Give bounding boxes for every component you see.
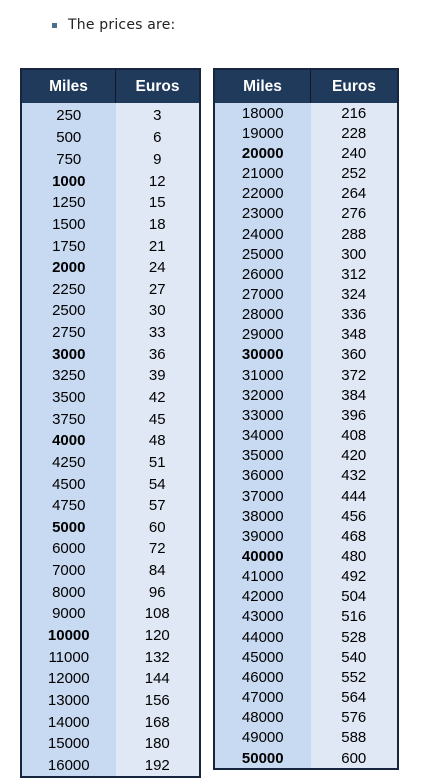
- table-row: [21, 300, 200, 322]
- table-row: [21, 603, 200, 625]
- table-row: [21, 408, 200, 430]
- miles-cell: 25000: [214, 244, 311, 264]
- euros-cell: 312: [311, 264, 399, 284]
- table-row: [214, 345, 398, 365]
- table-row: [21, 733, 200, 755]
- price-table-1: [20, 68, 201, 778]
- miles-cell: 46000: [214, 667, 311, 687]
- table-row: [21, 343, 200, 365]
- table-row: [214, 405, 398, 425]
- miles-cell: 40000: [214, 546, 311, 566]
- table-row: [21, 430, 200, 452]
- miles-cell: 42000: [214, 587, 311, 607]
- euros-cell: 252: [311, 163, 399, 183]
- miles-cell: 19000: [214, 123, 311, 143]
- price-table-2: [213, 68, 399, 770]
- table-row: [214, 607, 398, 627]
- miles-cell: 10000: [21, 625, 116, 647]
- euros-cell: 336: [311, 305, 399, 325]
- miles-cell: 2000: [21, 257, 116, 279]
- miles-cell: 3000: [21, 343, 116, 365]
- euros-cell: 21: [116, 235, 201, 257]
- euros-cell: 516: [311, 607, 399, 627]
- miles-cell: 250: [21, 103, 116, 127]
- euros-cell: 264: [311, 184, 399, 204]
- euros-cell: 552: [311, 667, 399, 687]
- table-row: [214, 546, 398, 566]
- euros-cell: 48: [116, 430, 201, 452]
- intro-text: The prices are:: [68, 17, 176, 33]
- euros-cell: 12: [116, 170, 201, 192]
- euros-cell: 360: [311, 345, 399, 365]
- miles-cell: 500: [21, 127, 116, 149]
- miles-cell: 38000: [214, 506, 311, 526]
- table-header-row: [21, 69, 200, 103]
- miles-cell: 5000: [21, 517, 116, 539]
- table-row: [21, 625, 200, 647]
- table-row: [21, 495, 200, 517]
- miles-column-header: Miles: [21, 69, 116, 103]
- table-row: [214, 325, 398, 345]
- euros-cell: 228: [311, 123, 399, 143]
- euros-cell: 57: [116, 495, 201, 517]
- miles-cell: 4750: [21, 495, 116, 517]
- miles-cell: 8000: [21, 581, 116, 603]
- euros-column-header: Euros: [116, 69, 201, 103]
- table-row: [21, 149, 200, 171]
- table-row: [21, 473, 200, 495]
- euros-cell: 108: [116, 603, 201, 625]
- euros-cell: 27: [116, 278, 201, 300]
- miles-cell: 44000: [214, 627, 311, 647]
- miles-cell: 7000: [21, 560, 116, 582]
- euros-cell: 348: [311, 325, 399, 345]
- euros-cell: 180: [116, 733, 201, 755]
- euros-cell: 144: [116, 668, 201, 690]
- table-row: [214, 526, 398, 546]
- miles-cell: 3500: [21, 387, 116, 409]
- miles-cell: 11000: [21, 646, 116, 668]
- euros-cell: 528: [311, 627, 399, 647]
- square-bullet-icon: [52, 23, 57, 28]
- table-row: [214, 748, 398, 769]
- table-row: [214, 426, 398, 446]
- intro-line: [52, 17, 175, 33]
- euros-cell: 51: [116, 452, 201, 474]
- euros-cell: 480: [311, 546, 399, 566]
- table-row: [214, 647, 398, 667]
- euros-cell: 156: [116, 690, 201, 712]
- table-row: [214, 103, 398, 123]
- euros-cell: 84: [116, 560, 201, 582]
- euros-cell: 300: [311, 244, 399, 264]
- table-row: [21, 690, 200, 712]
- euros-cell: 96: [116, 581, 201, 603]
- miles-cell: 29000: [214, 325, 311, 345]
- table-row: [214, 284, 398, 304]
- miles-cell: 3750: [21, 408, 116, 430]
- miles-cell: 20000: [214, 143, 311, 163]
- table-row: [214, 264, 398, 284]
- table-row: [21, 170, 200, 192]
- miles-cell: 45000: [214, 647, 311, 667]
- miles-cell: 21000: [214, 163, 311, 183]
- euros-cell: 504: [311, 587, 399, 607]
- euros-cell: 72: [116, 538, 201, 560]
- table-row: [21, 668, 200, 690]
- euros-cell: 372: [311, 365, 399, 385]
- euros-cell: 120: [116, 625, 201, 647]
- miles-cell: 2250: [21, 278, 116, 300]
- miles-cell: 24000: [214, 224, 311, 244]
- euros-cell: 54: [116, 473, 201, 495]
- miles-cell: 31000: [214, 365, 311, 385]
- table-row: [214, 667, 398, 687]
- euros-cell: 18: [116, 214, 201, 236]
- euros-cell: 324: [311, 284, 399, 304]
- miles-cell: 1250: [21, 192, 116, 214]
- table-row: [214, 143, 398, 163]
- miles-cell: 41000: [214, 567, 311, 587]
- miles-cell: 12000: [21, 668, 116, 690]
- miles-cell: 1750: [21, 235, 116, 257]
- table-row: [21, 103, 200, 127]
- table-row: [214, 204, 398, 224]
- euros-cell: 36: [116, 343, 201, 365]
- euros-cell: 396: [311, 405, 399, 425]
- table-row: [21, 646, 200, 668]
- euros-cell: 3: [116, 103, 201, 127]
- miles-cell: 6000: [21, 538, 116, 560]
- euros-cell: 384: [311, 385, 399, 405]
- miles-cell: 9000: [21, 603, 116, 625]
- euros-cell: 564: [311, 688, 399, 708]
- table-header-row: [214, 69, 398, 103]
- miles-cell: 22000: [214, 184, 311, 204]
- miles-cell: 35000: [214, 446, 311, 466]
- table-row: [214, 506, 398, 526]
- miles-cell: 3250: [21, 365, 116, 387]
- euros-cell: 39: [116, 365, 201, 387]
- miles-cell: 4500: [21, 473, 116, 495]
- miles-cell: 1500: [21, 214, 116, 236]
- miles-cell: 28000: [214, 305, 311, 325]
- miles-cell: 50000: [214, 748, 311, 769]
- euros-cell: 444: [311, 486, 399, 506]
- miles-cell: 39000: [214, 526, 311, 546]
- table-row: [214, 708, 398, 728]
- euros-cell: 240: [311, 143, 399, 163]
- miles-cell: 37000: [214, 486, 311, 506]
- table-row: [21, 517, 200, 539]
- miles-cell: 2750: [21, 322, 116, 344]
- miles-cell: 4000: [21, 430, 116, 452]
- miles-cell: 47000: [214, 688, 311, 708]
- miles-cell: 30000: [214, 345, 311, 365]
- euros-cell: 576: [311, 708, 399, 728]
- table-row: [21, 257, 200, 279]
- miles-cell: 48000: [214, 708, 311, 728]
- table-row: [21, 755, 200, 778]
- miles-cell: 34000: [214, 426, 311, 446]
- euros-cell: 132: [116, 646, 201, 668]
- euros-cell: 408: [311, 426, 399, 446]
- table-row: [214, 365, 398, 385]
- table-row: [21, 235, 200, 257]
- miles-cell: 15000: [21, 733, 116, 755]
- miles-cell: 16000: [21, 755, 116, 778]
- table-row: [21, 192, 200, 214]
- euros-cell: 42: [116, 387, 201, 409]
- miles-cell: 14000: [21, 711, 116, 733]
- table-row: [21, 452, 200, 474]
- miles-cell: 26000: [214, 264, 311, 284]
- miles-cell: 43000: [214, 607, 311, 627]
- table-row: [214, 567, 398, 587]
- table-row: [21, 560, 200, 582]
- euros-cell: 492: [311, 567, 399, 587]
- table-row: [214, 688, 398, 708]
- miles-cell: 32000: [214, 385, 311, 405]
- table-row: [214, 466, 398, 486]
- euros-cell: 192: [116, 755, 201, 778]
- miles-cell: 27000: [214, 284, 311, 304]
- miles-cell: 36000: [214, 466, 311, 486]
- euros-cell: 288: [311, 224, 399, 244]
- euros-cell: 168: [116, 711, 201, 733]
- euros-cell: 60: [116, 517, 201, 539]
- table-row: [21, 322, 200, 344]
- table-row: [214, 244, 398, 264]
- euros-cell: 24: [116, 257, 201, 279]
- miles-cell: 4250: [21, 452, 116, 474]
- table-row: [214, 224, 398, 244]
- miles-cell: 49000: [214, 728, 311, 748]
- euros-cell: 45: [116, 408, 201, 430]
- miles-cell: 1000: [21, 170, 116, 192]
- euros-cell: 9: [116, 149, 201, 171]
- table-row: [214, 123, 398, 143]
- euros-cell: 216: [311, 103, 399, 123]
- miles-cell: 23000: [214, 204, 311, 224]
- euros-cell: 456: [311, 506, 399, 526]
- euros-cell: 588: [311, 728, 399, 748]
- table-row: [21, 278, 200, 300]
- miles-cell: 18000: [214, 103, 311, 123]
- euros-cell: 30: [116, 300, 201, 322]
- table-row: [214, 446, 398, 466]
- miles-cell: 2500: [21, 300, 116, 322]
- table-row: [214, 587, 398, 607]
- euros-cell: 33: [116, 322, 201, 344]
- euros-column-header: Euros: [311, 69, 399, 103]
- table-row: [214, 486, 398, 506]
- table-row: [21, 214, 200, 236]
- miles-cell: 13000: [21, 690, 116, 712]
- miles-cell: 750: [21, 149, 116, 171]
- euros-cell: 432: [311, 466, 399, 486]
- table-row: [21, 127, 200, 149]
- table-row: [21, 387, 200, 409]
- euros-cell: 15: [116, 192, 201, 214]
- table-row: [214, 305, 398, 325]
- euros-cell: 540: [311, 647, 399, 667]
- euros-cell: 6: [116, 127, 201, 149]
- euros-cell: 276: [311, 204, 399, 224]
- table-row: [21, 538, 200, 560]
- table-row: [21, 581, 200, 603]
- euros-cell: 600: [311, 748, 399, 769]
- miles-column-header: Miles: [214, 69, 311, 103]
- table-row: [214, 627, 398, 647]
- miles-cell: 33000: [214, 405, 311, 425]
- table-row: [21, 711, 200, 733]
- table-row: [214, 184, 398, 204]
- euros-cell: 468: [311, 526, 399, 546]
- table-row: [214, 728, 398, 748]
- euros-cell: 420: [311, 446, 399, 466]
- table-row: [214, 385, 398, 405]
- table-row: [214, 163, 398, 183]
- table-row: [21, 365, 200, 387]
